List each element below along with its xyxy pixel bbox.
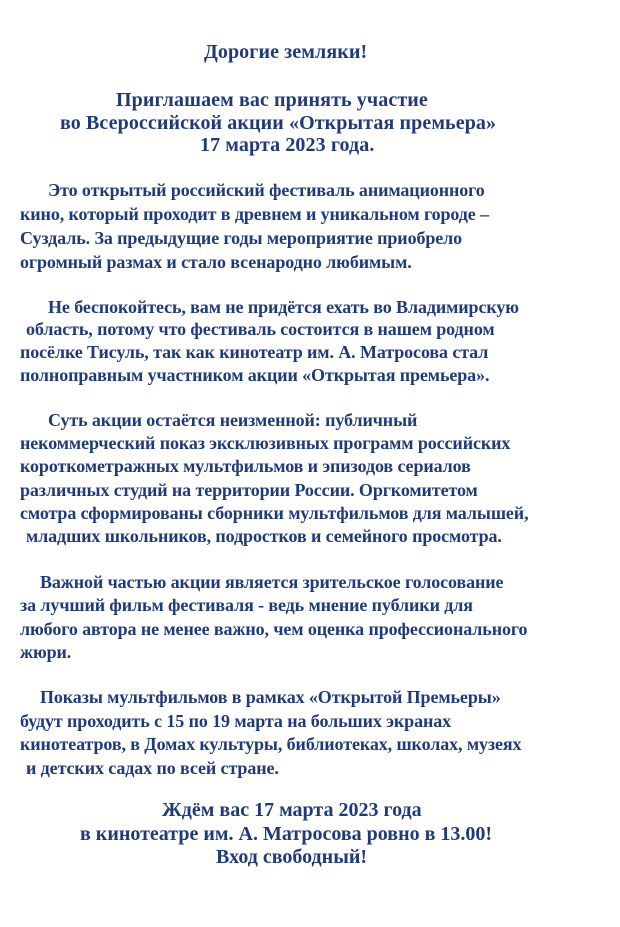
paragraph-line: посёлке Тисуль, так как кинотеатр им. А. Матросова стал [20,342,489,362]
paragraph-line: кинотеатров, в Домах культуры, библиотеках, школах, музеях [20,734,522,754]
paragraph-line: за лучший фильм фестиваля - ведь мнение публики для [20,595,473,615]
paragraph-line: короткометражных мультфильмов и эпизодов сериалов [20,456,471,476]
invitation-line: во Всероссийской акции «Открытая премьера» [60,112,497,134]
paragraph-line: полноправным участником акции «Открытая премьера». [20,365,490,385]
paragraph-line: будут проходить с 15 по 19 марта на больших экранах [20,711,452,731]
paragraph-line: Суздаль. За предыдущие годы мероприятие приобрело [20,228,463,248]
closing-line: Вход свободный! [216,846,367,868]
greeting-heading: Дорогие земляки! [204,41,368,63]
paragraph-line: жюри. [20,642,72,662]
paragraph-line: область, потому что фестиваль состоится в нашем родном [26,319,495,339]
paragraph-line: различных студий на территории России. Оргкомитетом [20,480,478,500]
paragraph-line: огромный размах и стало всенародно любимым. [20,252,412,272]
paragraph-line: любого автора не менее важно, чем оценка профессионального [20,619,528,639]
paragraph-line: младших школьников, подростков и семейного просмотра. [26,526,502,546]
paragraph-line: Показы мультфильмов в рамках «Открытой Премьеры» [40,687,501,707]
paragraph-line: и детских садах по всей стране. [26,758,279,778]
closing-line: Ждём вас 17 марта 2023 года [162,799,422,821]
invitation-date: 17 марта 2023 года. [200,134,375,156]
closing-line: в кинотеатре им. А. Матросова ровно в 13.00! [80,823,493,845]
paragraph-line: Суть акции остаётся неизменной: публичный [48,410,418,430]
paragraph-line: Это открытый российский фестиваль анимационного [48,180,485,200]
invitation-line: Приглашаем вас принять участие [116,89,428,111]
paragraph-line: некоммерческий показ эксклюзивных программ российских [20,433,511,453]
paragraph-line: смотра сформированы сборники мультфильмов для малышей, [20,503,529,523]
paragraph-line: кино, который проходит в древнем и уникальном городе – [20,204,489,224]
paragraph-line: Важной частью акции является зрительское голосование [40,572,504,592]
paragraph-line: Не беспокойтесь, вам не придётся ехать во Владимирскую [48,297,519,317]
